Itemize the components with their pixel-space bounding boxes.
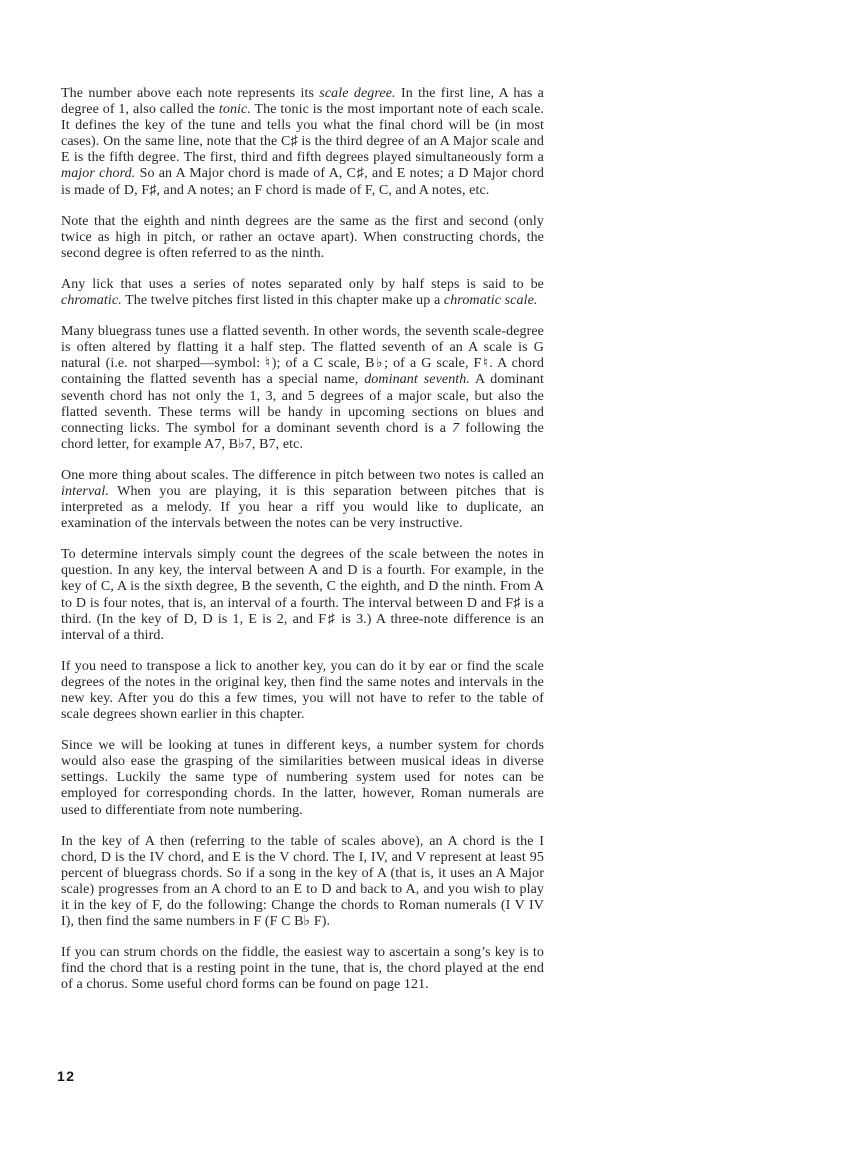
italic-term: dominant seventh. <box>364 372 470 388</box>
paragraph <box>61 547 544 644</box>
italic-term: major chord. <box>61 166 136 182</box>
text-segment: When you are playing, it is this separation between pitches that is interpreted as a melody. If you hear a riff you would like to duplicate, an examination of the intervals between the notes can be very instructive. <box>61 483 544 532</box>
text-segment: Many bluegrass tunes use a flatted seventh. In other words, the seventh scale-degree is often altered by flatting it a half step. The flatted seventh of an A scale is G natural (i.e. not sharped—symbol: ♮); of a C scale, B♭; of a G scale, F♮. A chord containing the flatted seventh has a special name, <box>61 324 544 388</box>
text-segment: The number above each note represents its <box>61 86 320 101</box>
text-segment: In the first line, A has a degree of 1, also called the <box>61 86 544 118</box>
text-segment: Any lick that uses a series of notes separated only by half steps is said to be <box>61 276 544 292</box>
text-segment: One more thing about scales. The difference in pitch between two notes is called an <box>61 467 544 483</box>
text-segment: In the key of A then (referring to the table of scales above), an A chord is the I chord, D is the IV chord, and E is the V chord. The I, IV, and V represent at least 95 percent of bluegrass chords. So if a song in the key of A (that is, it uses an A Major scale) progresses from an A chord to an E to D and back to A, and you wish to play it in the key of F, do the following: Change the chords to Roman numerals (I V IV I), then find the same numbers in F (F C B♭ F). <box>61 833 544 930</box>
italic-term: chromatic. <box>61 293 122 309</box>
paragraph <box>61 214 544 262</box>
italic-term: scale degree. <box>319 86 396 101</box>
italic-term: chromatic scale. <box>443 293 538 309</box>
text-segment: Note that the eighth and ninth degrees are the same as the first and second (only twice as high in pitch, or rather an octave apart). When constructing chords, the second degree is often referred to as the ninth. <box>61 213 544 261</box>
text-segment: The twelve pitches first listed in this chapter make up a <box>121 293 444 309</box>
paragraph <box>61 468 544 532</box>
text-segment: The tonic is the most important note of each scale. It defines the key of the tune and tells you what the final chord will be (in most cases). On the same line, note that the C♯ is the third degree of an A Major scale and E is the fifth degree. The first, third and fifth degrees played simultaneously form a <box>61 102 544 166</box>
paragraph <box>61 738 544 818</box>
paragraph <box>61 324 544 453</box>
text-segment: If you can strum chords on the fiddle, the easiest way to ascertain a song’s key is to find the chord that is a resting point in the tune, that is, the chord played at the end of a chorus. Some useful chord forms can be found on page 121. <box>61 945 544 993</box>
italic-term: interval. <box>61 483 109 499</box>
paragraph <box>61 277 544 309</box>
paragraph <box>61 86 544 199</box>
body-text <box>61 86 544 994</box>
text-segment: To determine intervals simply count the degrees of the scale between the notes in question. In any key, the interval between A and D is a fourth. For example, in the key of C, A is the sixth degree, B the seventh, C the eighth, and D the ninth. From A to D is four notes, that is, an interval of a fourth. The interval between D and F♯ is a third. (In the key of D, D is 1, E is 2, and F♯ is 3.) A three-note difference is an interval of a third. <box>61 547 544 643</box>
italic-term: tonic. <box>218 102 251 118</box>
text-segment: If you need to transpose a lick to another key, you can do it by ear or find the scale degrees of the notes in the original key, then find the same notes and intervals in the new key. After you do this a few times, you will not have to refer to the table of scale degrees shown earlier in this chapter. <box>61 658 544 723</box>
paragraph <box>61 659 544 723</box>
page-number: 12 <box>57 1068 76 1084</box>
text-segment: So an A Major chord is made of A, C♯, and E notes; a D Major chord is made of D, F♯, and A notes; an F chord is made of F, C, and A notes, etc. <box>61 166 544 198</box>
italic-term: 7 <box>452 420 460 436</box>
text-segment: following the chord letter, for example A7, B♭7, B7, etc. <box>61 420 544 452</box>
paragraph <box>61 834 544 931</box>
text-segment: A dominant seventh chord has not only the 1, 3, and 5 degrees of a major scale, but also the flatted seventh. These terms will be handy in upcoming sections on blues and connecting licks. The symbol for a dominant seventh chord is a <box>61 372 544 436</box>
paragraph <box>61 945 544 993</box>
text-segment: Since we will be looking at tunes in different keys, a number system for chords would also ease the grasping of the similarities between musical ideas in diverse settings. Luckily the same type of numbering system used for notes can be employed for corresponding chords. In the latter, however, Roman numerals are used to differentiate from note numbering. <box>61 738 544 818</box>
